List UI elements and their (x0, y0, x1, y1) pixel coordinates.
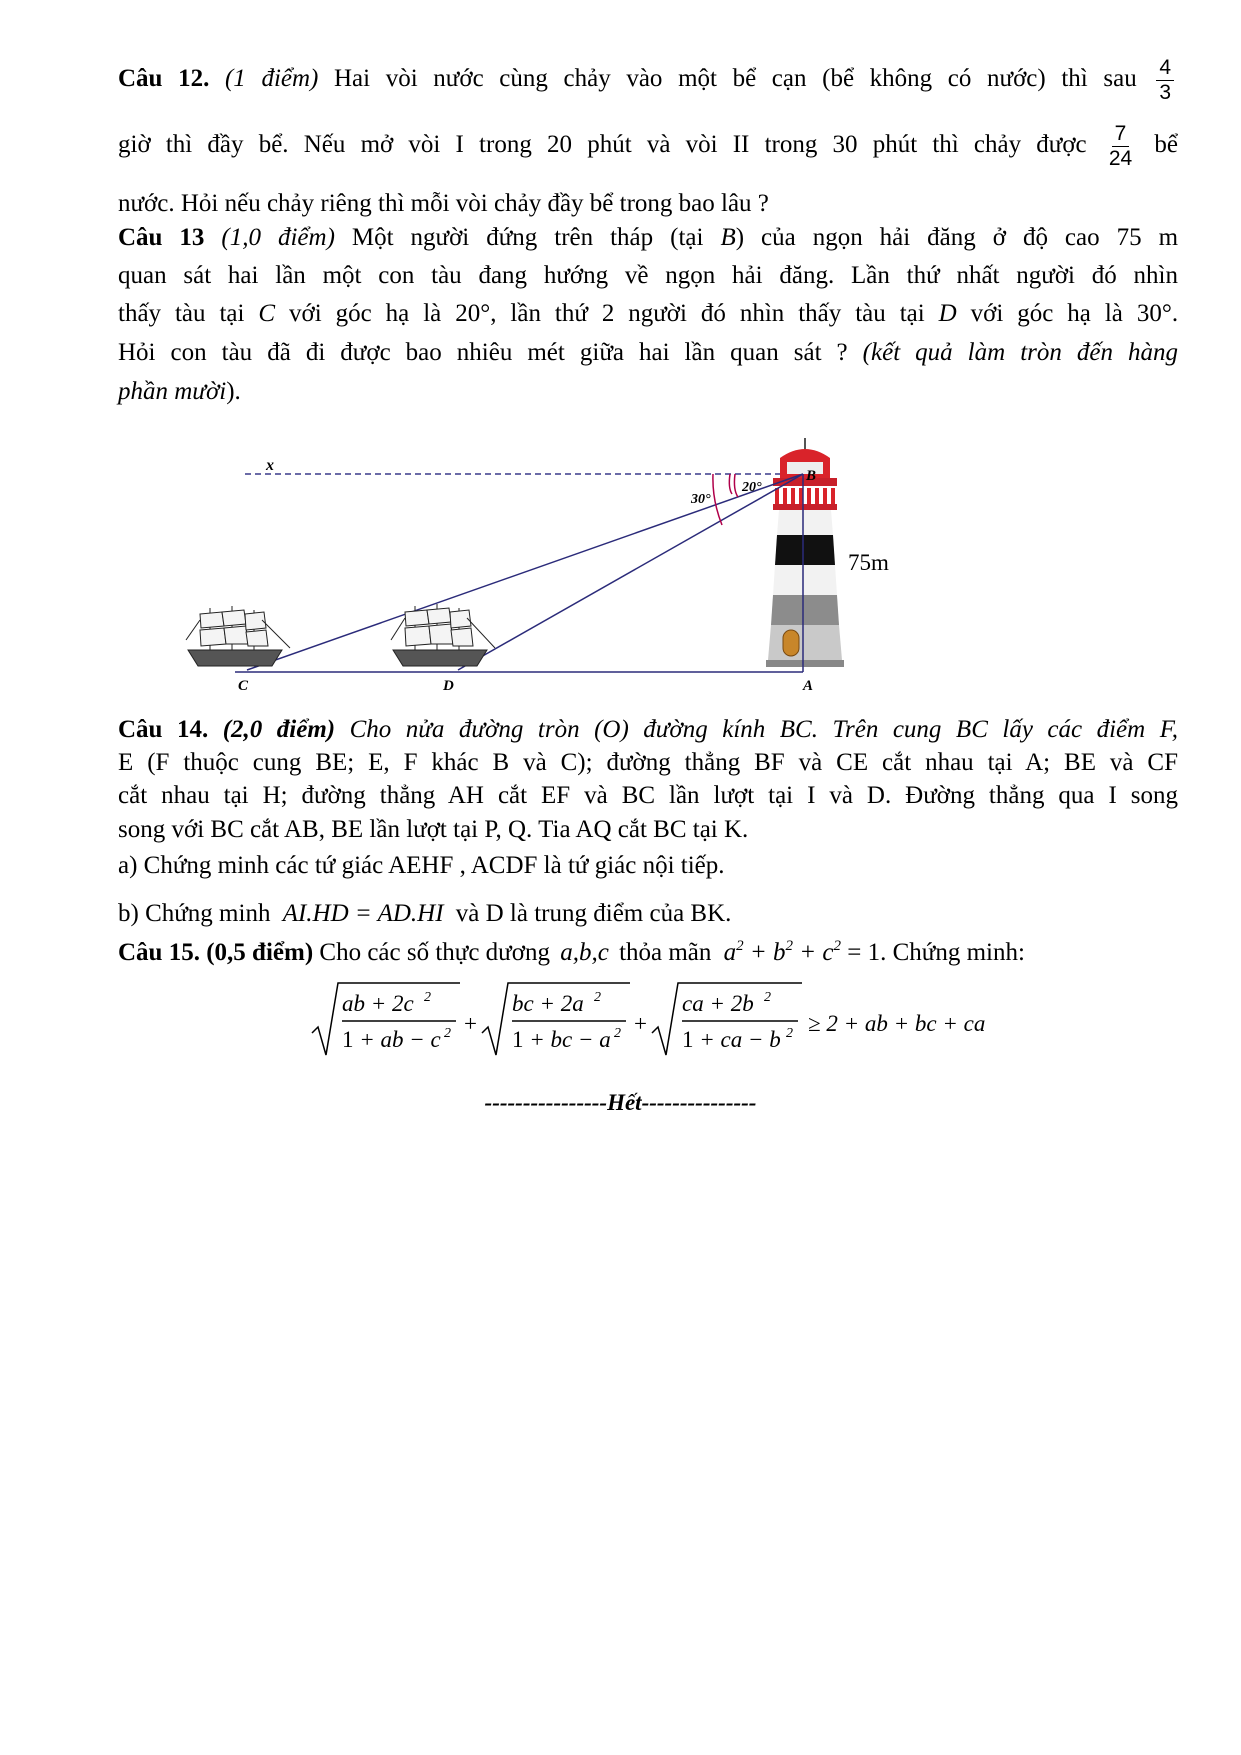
svg-text:+: + (634, 1011, 647, 1036)
svg-text:ca + 2b: ca + 2b (682, 991, 754, 1016)
q14-line4: song với BC cắt AB, BE lần lượt tại P, Q. Tia AQ cắt BC tại K. (118, 816, 749, 843)
label-a: A (803, 678, 814, 694)
q12-points: (1 điểm) (224, 65, 319, 93)
var-b: B (720, 224, 736, 251)
svg-text:2: 2 (786, 1026, 793, 1041)
q13-line5: phần mười). (118, 378, 241, 405)
end-mark: ----------------Hết--------------- (484, 1090, 757, 1115)
svg-text:1 + ab − c: 1 + ab − c (342, 1027, 441, 1052)
q13-line1: Câu 13 (1,0 điểm) Một người đứng trên tháp (tại B) của ngọn hải đăng ở độ cao 75 m (118, 224, 1179, 251)
q12-line3: nước. Hỏi nếu chảy riêng thì mỗi vòi chảy đầy bể trong bao lâu ? (118, 190, 769, 217)
angle-20: 20° (455, 300, 491, 327)
q15-inequality (300, 975, 1000, 1060)
q12-text2: giờ thì đầy bể. Nếu mở vòi I trong 20 phút và vòi II trong 30 phút thì chảy được (118, 131, 1087, 159)
lighthouse-figure (0, 0, 1241, 700)
q15-vars: a,b,c (560, 939, 609, 966)
angle-arc-20 (734, 474, 738, 497)
ship-icon-c (186, 606, 290, 666)
svg-text:2: 2 (764, 990, 771, 1005)
q15-condition: $a^2 + b^2 + c^2 = 1$ (723, 938, 881, 966)
q14-line2: E (F thuộc cung BE; E, F khác B và C); đường thẳng BF và CE cắt nhau tại A; BE và CF (118, 749, 1178, 776)
q14-part-a: a) Chứng minh các tứ giác AEHF , ACDF là tứ giác nội tiếp. (118, 852, 725, 879)
svg-text:ab + 2c: ab + 2c (342, 991, 414, 1016)
q14-part-b: b) Chứng minh AI.HD = AD.HI và D là trung điểm của BK. (118, 900, 732, 927)
q15-rhs: ≥ 2 + ab + bc + ca (808, 1011, 986, 1036)
q15-points: (0,5 điểm) (206, 939, 314, 966)
q13-points: (1,0 điểm) (221, 224, 335, 251)
q15-line1: Câu 15. (0,5 điểm) Cho các số thực dương a,b,c thỏa mãn $a^2 + b^2 + c^2 = 1$. Chứng minh: (118, 938, 1025, 966)
line-bc (247, 474, 803, 670)
angle-label-20: 20° (742, 480, 762, 495)
svg-text:2: 2 (444, 1026, 451, 1041)
ship-icon-d (391, 604, 495, 666)
q13-line2: quan sát hai lần một con tàu đang hướng về ngọn hải đăng. Lần thứ nhất người đó nhìn (118, 262, 1178, 289)
var-c: C (258, 300, 276, 327)
label-c: C (238, 678, 249, 694)
svg-text:1 + bc − a: 1 + bc − a (512, 1027, 611, 1052)
angle-label-30: 30° (691, 492, 711, 507)
q12-text1: Hai vòi nước cùng chảy vào một bể cạn (bể không có nước) thì sau (334, 65, 1137, 93)
var-d: D (938, 300, 957, 327)
q14-line1: Câu 14. (2,0 điểm) Cho nửa đường tròn (O) đường kính BC. Trên cung BC lấy các điểm F, (118, 716, 1179, 743)
angle-30: 30° (1136, 300, 1172, 327)
svg-text:2: 2 (424, 990, 431, 1005)
label-x: x (266, 457, 274, 474)
q12-fraction-7-24: $\frac{7}{24}$ (1108, 122, 1133, 170)
q14-line3: cắt nhau tại H; đường thẳng AH cắt EF và BC lần lượt tại I và D. Đường thẳng qua I song (118, 782, 1178, 809)
svg-text:1 + ca − b: 1 + ca − b (682, 1027, 781, 1052)
q12-text2-end: bể (1154, 131, 1178, 159)
q13-label: Câu 13 (118, 224, 205, 251)
label-b: B (806, 468, 817, 484)
svg-text:2: 2 (614, 1026, 621, 1041)
label-d: D (443, 678, 454, 694)
line-bd (458, 474, 803, 670)
angle-arc-30 (713, 474, 722, 525)
q14-part-b-math: AI.HD = AD.HI (282, 900, 444, 927)
svg-text:2: 2 (594, 990, 601, 1005)
lighthouse-icon (766, 438, 844, 667)
svg-text:+: + (464, 1011, 477, 1036)
q13-line3: thấy tàu tại C với góc hạ là 20°, lần thứ 2 người đó nhìn thấy tàu tại D với góc hạ là 30°. (118, 300, 1179, 327)
q15-label: Câu 15. (118, 939, 200, 966)
q13-line4: Hỏi con tàu đã đi được bao nhiêu mét giữa hai lần quan sát ? (kết quả làm tròn đến hàng (118, 339, 1179, 366)
q12-fraction-4-3: $\frac{4}{3}$ (1156, 56, 1174, 105)
q14-points: (2,0 điểm) (222, 716, 336, 743)
label-75m: 75m (848, 550, 889, 575)
q14-label: Câu 14. (118, 716, 209, 743)
svg-text:bc + 2a: bc + 2a (512, 991, 584, 1016)
q12-label: Câu 12. (118, 65, 210, 93)
